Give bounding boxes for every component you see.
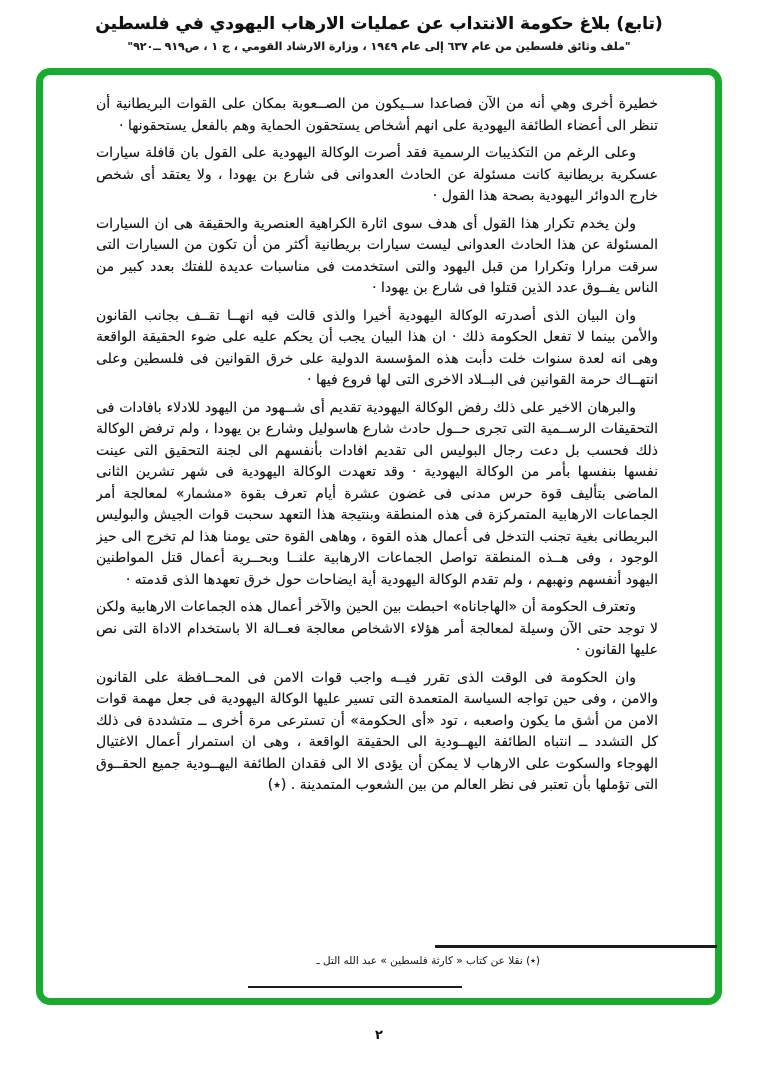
paragraph: خطيرة أخرى وهي أنه من الآن فصاعدا ســيكون من الصــعوبة بمكان على القوات البريطانية أن تنظر الى أعضاء الطائفة اليهودية على انهم أشخاص يستحقون الحماية وهم بالفعل يستحقونها · [96, 96, 658, 134]
paragraph: وان الحكومة فى الوقت الذى تقرر فيــه واجب قوات الامن فى المحــافظة على القانون والامن ، وفى حين تواجه السياسة المتعمدة التى تسير عليها الوكالة اليهودية فى جعل مهمة قوات الامن من أشق ما يكون واصعبه ، تود «أى الحكومة» أن تسترعى مرة أخرى ــ متشددة فى ذلك كل التشدد ــ انتباه الطائفة اليهــودية الى الحقيقة الواقعة ، وهى ان استمرار أعمال الاغتيال الهوجاء والسكوت على الارهاب لا يمكن أن يؤدى الا الى فقدان الطائفة اليهــودية جميع الحقــوق التى تؤملها بأن تعتبر فى نظر العالم من بين الشعوب المتمدينة . (٭) [96, 669, 658, 793]
page-number: ٢ [375, 1028, 383, 1043]
footnote-text: (٭) نقلا عن كتاب « كارثة فلسطين » عبد الله التل ـ [316, 955, 540, 967]
paragraph: ولن يخدم تكرار هذا القول أى هدف سوى اثارة الكراهية العنصرية والحقيقة هى ان السيارات المسئولة عن هذا الحادث العدوانى ليست سيارات بريطانية أكثر من أن تكون من السيارات التى سرقت مرارا وتكرارا من قبل اليهود والتى استخدمت فى مناسبات عديدة للفتك بعدد كبير من الناس يفــوق عدد الذين قتلوا فى شارع بن يهودا · [96, 215, 658, 296]
paragraph: وان البيان الذى أصدرته الوكالة اليهودية أخيرا والذى قالت فيه انهــا تقــف بجانب القانون والأمن بينما لا تفعل الحكومة ذلك · ان هذا البيان يجب أن يحكم عليه على ضوء الحقيقة الواقعة وهى انه لعدة سنوات خلت دأبت هذه المؤسسة الدولية على خرق القوانين فى فلسطين وعلى انتهــاك حرمة القوانين فى البــلاد الاخرى التى لها فروع فيها · [96, 307, 658, 388]
footnote-separator-bottom [248, 986, 462, 988]
paragraph: وعلى الرغم من التكذيبات الرسمية فقد أصرت الوكالة اليهودية على القول بان قافلة سيارات عسكرية بريطانية كانت مسئولة عن الحادث العدوانى فى شارع بن يهودا ، ولا يعتقد أى شخص خارج الدوائر اليهودية بصحة هذا القول · [96, 145, 658, 204]
paragraph: وتعترف الحكومة أن «الهاجاناه» احبطت بين الحين والآخر أعمال هذه الجماعات الارهابية ولكن لا توجد حتى الآن وسيلة لمعالجة أمر هؤلاء الاشخاص معالجة فعــالة الا باستخدام الاداة التى نص عليها القانون · [96, 599, 658, 658]
footnote-separator-top [435, 945, 717, 948]
page-title: (تابع) بلاغ حكومة الانتداب عن عمليات الارهاب اليهودي في فلسطين [95, 14, 663, 34]
document-body [96, 94, 658, 940]
paragraph: والبرهان الاخير على ذلك رفض الوكالة اليهودية تقديم أى شــهود من اليهود للادلاء بافادات فى التحقيقات الرســمية التى تجرى حــول حادث شارع هاسوليل وشارع بن يهودا ، ولم ترفض الوكالة ذلك فحسب بل دعت رجال البوليس الى تقديم افادات بأنفسهم الى لجنة التحقيق التى عينت نفسها بنفسها بأمر من الوكالة اليهودية · وقد تعهدت الوكالة اليهودية فى شهر تشرين الثانى الماضى بتأليف قوة حرس مدنى فى غضون عشرة أيام تعرف بقوة «مشمار» لمعالجة أمر الجماعات الارهابية المتمركزة فى هذه المنطقة وبنتيجة هذا التعهد سحبت قوات الجيش والبوليس البريطانى بغية تجنب التدخل فى أعمال هذه القوة ، وهاهى القوة حتى يومنا هذا لم تخرج الى حيز الوجود ، وفى هــذه المنطقة تواصل الجماعات الارهابية علنــا وبحــرية أعمال قتل المواطنين اليهود أنفسهم ونهبهم ، ولم تقدم الوكالة اليهودية أية ايضاحات حول خرق تعهدها الذى قدمته · [96, 399, 658, 588]
source-citation: "ملف وثائق فلسطين من عام ٦٣٧ إلى عام ١٩٤٩ ، وزارة الارشاد القومي ، ج ١ ، ص٩١٩ ــ٩٢٠" [127, 40, 631, 53]
document-header [0, 12, 758, 53]
